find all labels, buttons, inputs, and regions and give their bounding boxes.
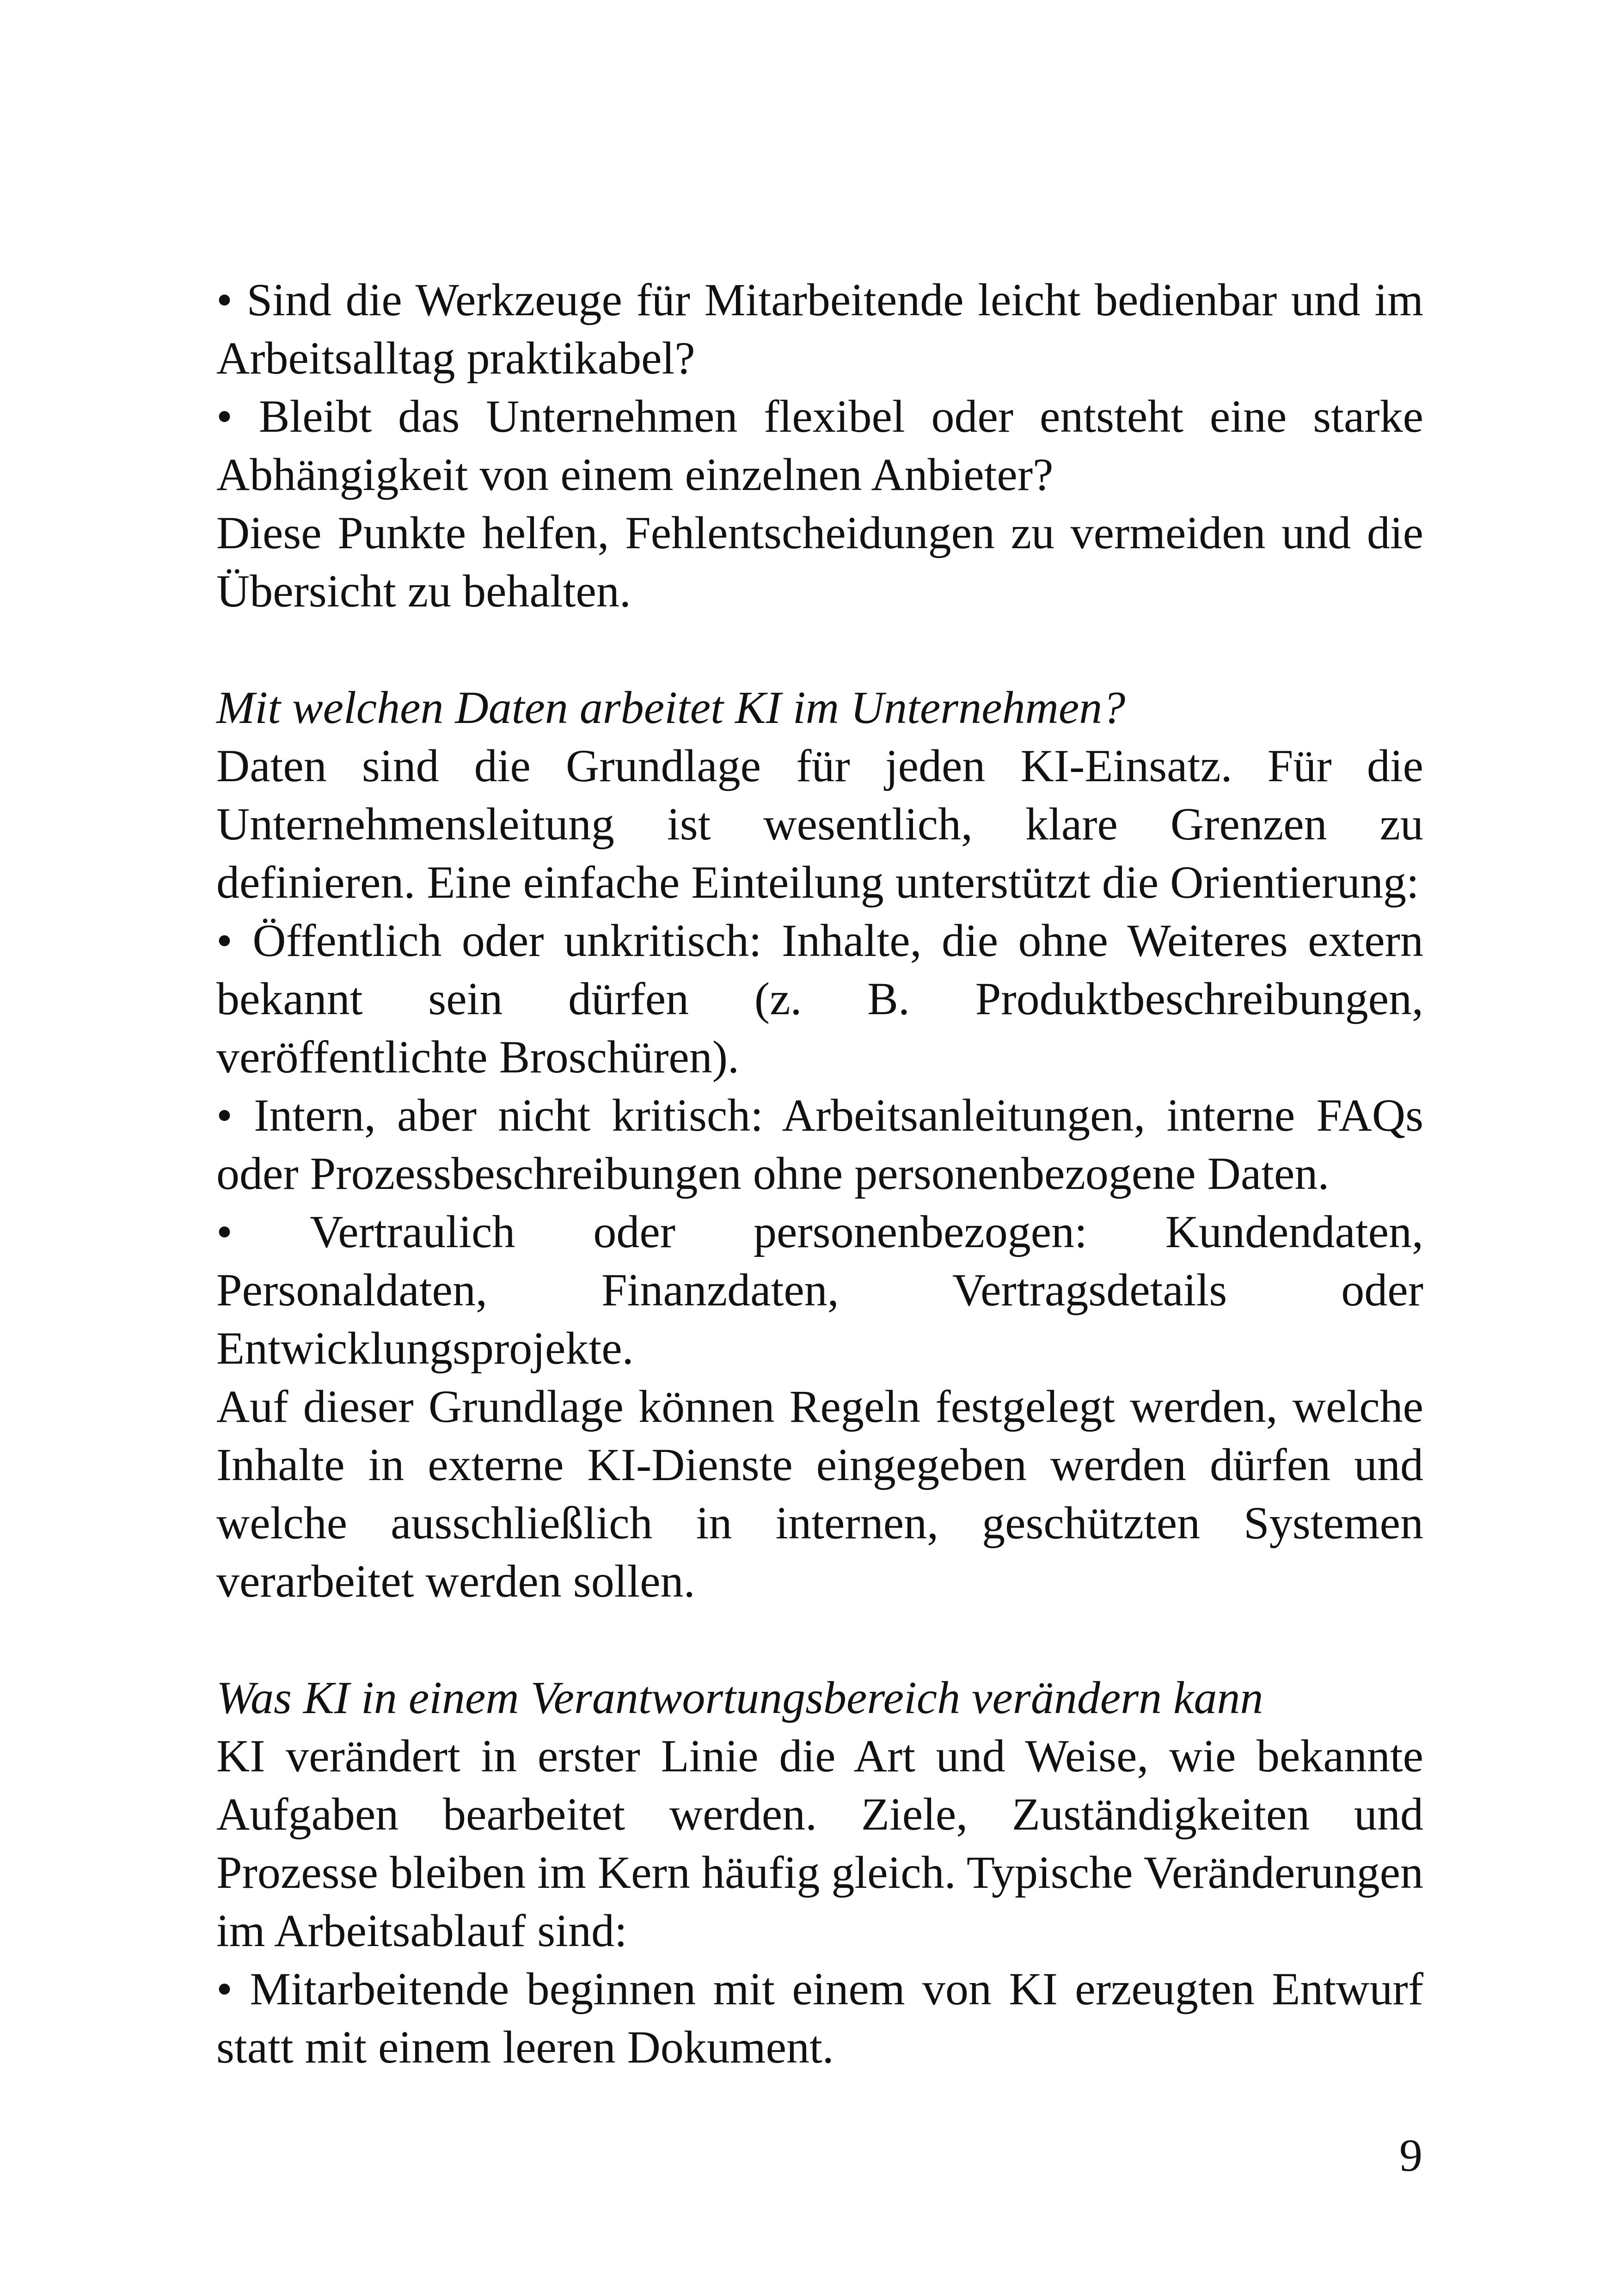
section-spacer: [216, 1610, 1423, 1669]
section-heading-data: Mit welchen Daten arbeitet KI im Unternehmen?: [216, 682, 1126, 733]
page-body: [216, 271, 1423, 2076]
paragraph-data-rules: Auf dieser Grundlage können Regeln festgelegt werden, welche Inhalte in externe KI-Dienste eingegeben werden dürfen und welche ausschließlich in internen, geschützten Systemen verarbeitet werden sollen.: [216, 1381, 1423, 1607]
section-heading-change: Was KI in einem Verantwortungsbereich verändern kann: [216, 1672, 1263, 1723]
section-spacer: [216, 620, 1423, 679]
bullet-confidential-data: • Vertraulich oder personenbezogen: Kundendaten, Personaldaten, Finanzdaten, Vertragsdetails oder Entwicklungsprojekte.: [216, 1206, 1423, 1374]
page-number: 9: [1399, 2130, 1422, 2181]
bullet-internal-data: • Intern, aber nicht kritisch: Arbeitsanleitungen, interne FAQs oder Prozessbeschreibungen ohne personenbezogene Daten.: [216, 1090, 1423, 1199]
paragraph-summary: Diese Punkte helfen, Fehlentscheidungen zu vermeiden und die Übersicht zu behalten.: [216, 507, 1423, 617]
bullet-public-data: • Öffentlich oder unkritisch: Inhalte, die ohne Weiteres extern bekannt sein dürfen (z. B. Produktbeschreibungen, veröffentlichte Broschüren).: [216, 915, 1423, 1083]
bullet-vendor-dependency: • Bleibt das Unternehmen flexibel oder entsteht eine starke Abhängigkeit von einem einzelnen Anbieter?: [216, 391, 1423, 500]
bullet-tools-usability: • Sind die Werkzeuge für Mitarbeitende leicht bedienbar und im Arbeitsalltag praktikabel?: [216, 274, 1423, 384]
paragraph-data-intro: Daten sind die Grundlage für jeden KI-Einsatz. Für die Unternehmensleitung ist wesentlich, klare Grenzen zu definieren. Eine einfache Einteilung unterstützt die Orientierung:: [216, 740, 1423, 908]
paragraph-change-intro: KI verändert in erster Linie die Art und Weise, wie bekannte Aufgaben bearbeitet werden. Ziele, Zuständigkeiten und Prozesse bleiben im Kern häufig gleich. Typische Veränderungen im Arbeitsablauf sind:: [216, 1730, 1423, 1956]
bullet-ai-draft: • Mitarbeitende beginnen mit einem von KI erzeugten Entwurf statt mit einem leeren Dokument.: [216, 1963, 1423, 2073]
